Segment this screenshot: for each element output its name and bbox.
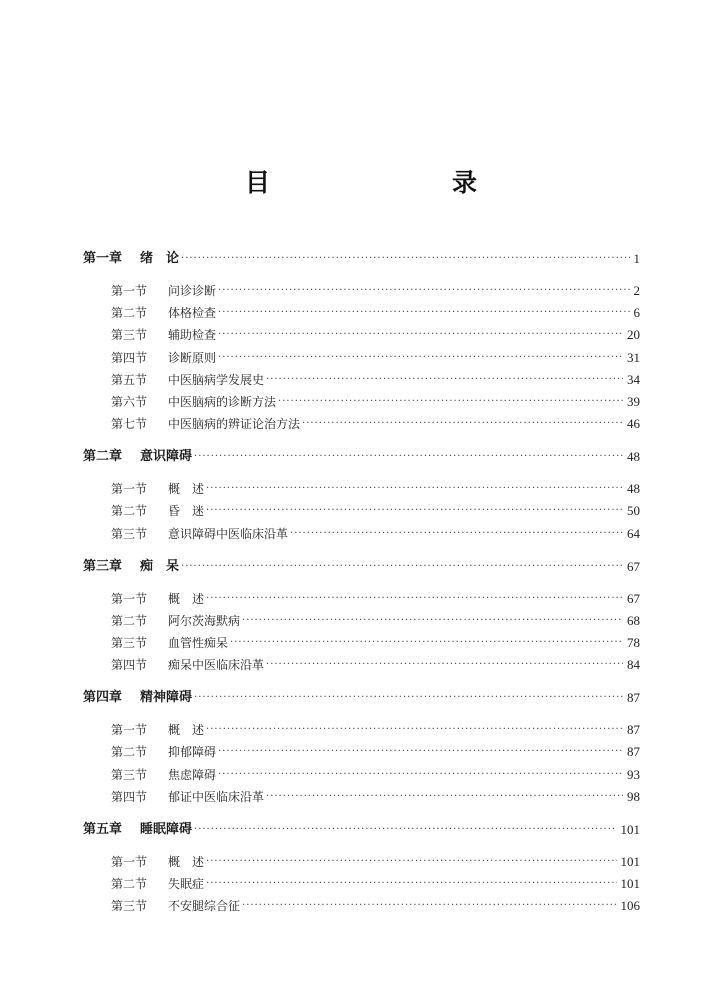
- page-number: 106: [620, 898, 640, 914]
- dot-leader: [218, 349, 623, 367]
- toc-chapter-entry[interactable]: [83, 821, 640, 839]
- page-number: 98: [627, 788, 640, 804]
- page-number: 87: [627, 690, 640, 706]
- dot-leader: [218, 282, 629, 300]
- toc-section-entry[interactable]: [111, 371, 640, 389]
- section-number: 第二节: [111, 877, 148, 891]
- section-title: 问诊诊断: [168, 284, 217, 298]
- section-number: 第三节: [111, 899, 148, 914]
- dot-leader: [218, 326, 623, 344]
- toc-section-entry[interactable]: [111, 349, 640, 367]
- page-number: 34: [627, 371, 640, 387]
- section-number: 第二节: [111, 745, 148, 760]
- dot-leader: [242, 612, 623, 630]
- page-number: 101: [620, 853, 640, 869]
- dot-leader: [218, 766, 623, 784]
- dot-leader: [181, 558, 623, 576]
- toc-section-entry[interactable]: [111, 743, 640, 761]
- chapter-number: 第四章: [83, 690, 123, 706]
- page-number: 78: [627, 635, 640, 650]
- dot-leader: [218, 304, 629, 322]
- page-number: 101: [620, 821, 640, 837]
- toc-section-entry[interactable]: [111, 788, 640, 806]
- dot-leader: [278, 393, 623, 411]
- section-number: 第二节: [111, 504, 148, 519]
- toc-chapter-entry[interactable]: [83, 250, 640, 268]
- toc-section-entry[interactable]: [111, 502, 640, 520]
- page-number: 87: [627, 722, 640, 738]
- dot-leader: [181, 250, 629, 268]
- toc-section-entry[interactable]: [111, 282, 640, 300]
- toc-section-entry[interactable]: [111, 393, 640, 411]
- section-number: 第一节: [111, 854, 148, 869]
- dot-leader: [206, 590, 623, 608]
- section-number: 第三节: [111, 636, 148, 650]
- toc-section-entry[interactable]: [111, 897, 640, 915]
- section-number: 第一节: [111, 284, 148, 298]
- section-number: 第四节: [111, 789, 148, 804]
- chapter-title: 痴 呆: [140, 558, 180, 574]
- section-title: 概 述: [168, 723, 205, 738]
- section-title: 中医脑病的诊断方法: [168, 395, 277, 409]
- toc-section-entry[interactable]: [111, 853, 640, 871]
- toc-section-entry[interactable]: [111, 415, 640, 433]
- section-title: 郁证中医临床沿革: [168, 789, 265, 804]
- toc-section-entry[interactable]: [111, 766, 640, 784]
- toc-section-entry[interactable]: [111, 634, 640, 652]
- page-number: 101: [620, 876, 640, 891]
- toc-chapter-entry[interactable]: [83, 448, 640, 466]
- chapter-title: 意识障碍: [140, 449, 193, 465]
- section-title: 中医脑病学发展史: [168, 372, 265, 387]
- dot-leader: [206, 480, 623, 498]
- page-number: 67: [627, 590, 640, 606]
- section-title: 痴呆中医临床沿革: [168, 658, 265, 673]
- page-title: 目 录: [244, 168, 521, 197]
- page-number: 50: [627, 503, 640, 519]
- section-number: 第六节: [111, 395, 148, 409]
- page-number: 6: [633, 305, 640, 321]
- page-number: 67: [627, 558, 640, 574]
- toc-section-entry[interactable]: [111, 326, 640, 344]
- toc-section-entry[interactable]: [111, 525, 640, 543]
- section-number: 第一节: [111, 723, 148, 738]
- toc-section-entry[interactable]: [111, 612, 640, 630]
- section-title: 血管性痴呆: [168, 636, 229, 650]
- section-number: 第三节: [111, 328, 148, 343]
- section-title: 中医脑病的辨证论治方法: [168, 417, 301, 432]
- section-title: 阿尔茨海默病: [168, 613, 241, 628]
- page-number: 84: [627, 657, 640, 673]
- dot-leader: [218, 743, 623, 761]
- section-number: 第二节: [111, 306, 148, 321]
- section-title: 失眠症: [168, 877, 205, 891]
- section-number: 第三节: [111, 767, 148, 782]
- dot-leader: [266, 371, 623, 389]
- chapter-title: 睡眠障碍: [140, 821, 193, 837]
- page-number: 1: [633, 251, 640, 266]
- page-number: 46: [627, 416, 640, 432]
- section-number: 第五节: [111, 372, 148, 387]
- toc-section-entry[interactable]: [111, 480, 640, 498]
- section-title: 诊断原则: [168, 350, 217, 365]
- dot-leader: [302, 415, 623, 433]
- section-title: 辅助检查: [168, 328, 217, 343]
- dot-leader: [206, 502, 623, 520]
- section-number: 第四节: [111, 350, 148, 365]
- section-number: 第二节: [111, 613, 148, 628]
- page-number: 48: [627, 481, 640, 497]
- section-title: 概 述: [168, 854, 205, 869]
- chapter-number: 第二章: [83, 449, 123, 465]
- section-title: 昏 迷: [168, 504, 205, 519]
- dot-leader: [194, 689, 623, 707]
- dot-leader: [194, 448, 623, 466]
- page-number: 68: [627, 612, 640, 628]
- dot-leader: [206, 853, 616, 871]
- toc-section-entry[interactable]: [111, 304, 640, 322]
- toc-section-entry[interactable]: [111, 590, 640, 608]
- chapter-number: 第三章: [83, 558, 123, 574]
- toc-section-entry[interactable]: [111, 656, 640, 674]
- page-number: 48: [627, 449, 640, 465]
- section-number: 第一节: [111, 591, 148, 606]
- dot-leader: [206, 721, 623, 739]
- toc-chapter-entry[interactable]: [83, 689, 640, 707]
- page-number: 2: [633, 283, 640, 298]
- section-title: 焦虑障碍: [168, 767, 217, 782]
- toc-chapter-entry[interactable]: [83, 558, 640, 576]
- page-number: 20: [627, 327, 640, 343]
- section-title: 概 述: [168, 591, 205, 606]
- dot-leader: [230, 634, 623, 652]
- toc-section-entry[interactable]: [111, 721, 640, 739]
- page-number: 39: [627, 394, 640, 409]
- section-title: 概 述: [168, 482, 205, 497]
- toc-section-entry[interactable]: [111, 875, 640, 893]
- page-number: 93: [627, 766, 640, 782]
- section-title: 不安腿综合征: [168, 899, 241, 914]
- page-number: 87: [627, 744, 640, 760]
- section-number: 第三节: [111, 526, 148, 541]
- dot-leader: [266, 788, 623, 806]
- section-title: 抑郁障碍: [168, 745, 217, 760]
- page-number: 31: [627, 349, 640, 365]
- section-number: 第七节: [111, 417, 148, 432]
- chapter-title: 精神障碍: [140, 690, 193, 706]
- section-number: 第一节: [111, 482, 148, 497]
- dot-leader: [194, 821, 616, 839]
- dot-leader: [266, 656, 623, 674]
- dot-leader: [290, 525, 623, 543]
- chapter-title: 绪 论: [140, 251, 180, 266]
- page-number: 64: [627, 525, 640, 541]
- chapter-number: 第五章: [83, 821, 123, 837]
- chapter-number: 第一章: [83, 251, 123, 266]
- section-title: 体格检查: [168, 306, 217, 321]
- dot-leader: [242, 897, 616, 915]
- section-number: 第四节: [111, 658, 148, 673]
- section-title: 意识障碍中医临床沿革: [168, 526, 289, 541]
- dot-leader: [206, 875, 616, 893]
